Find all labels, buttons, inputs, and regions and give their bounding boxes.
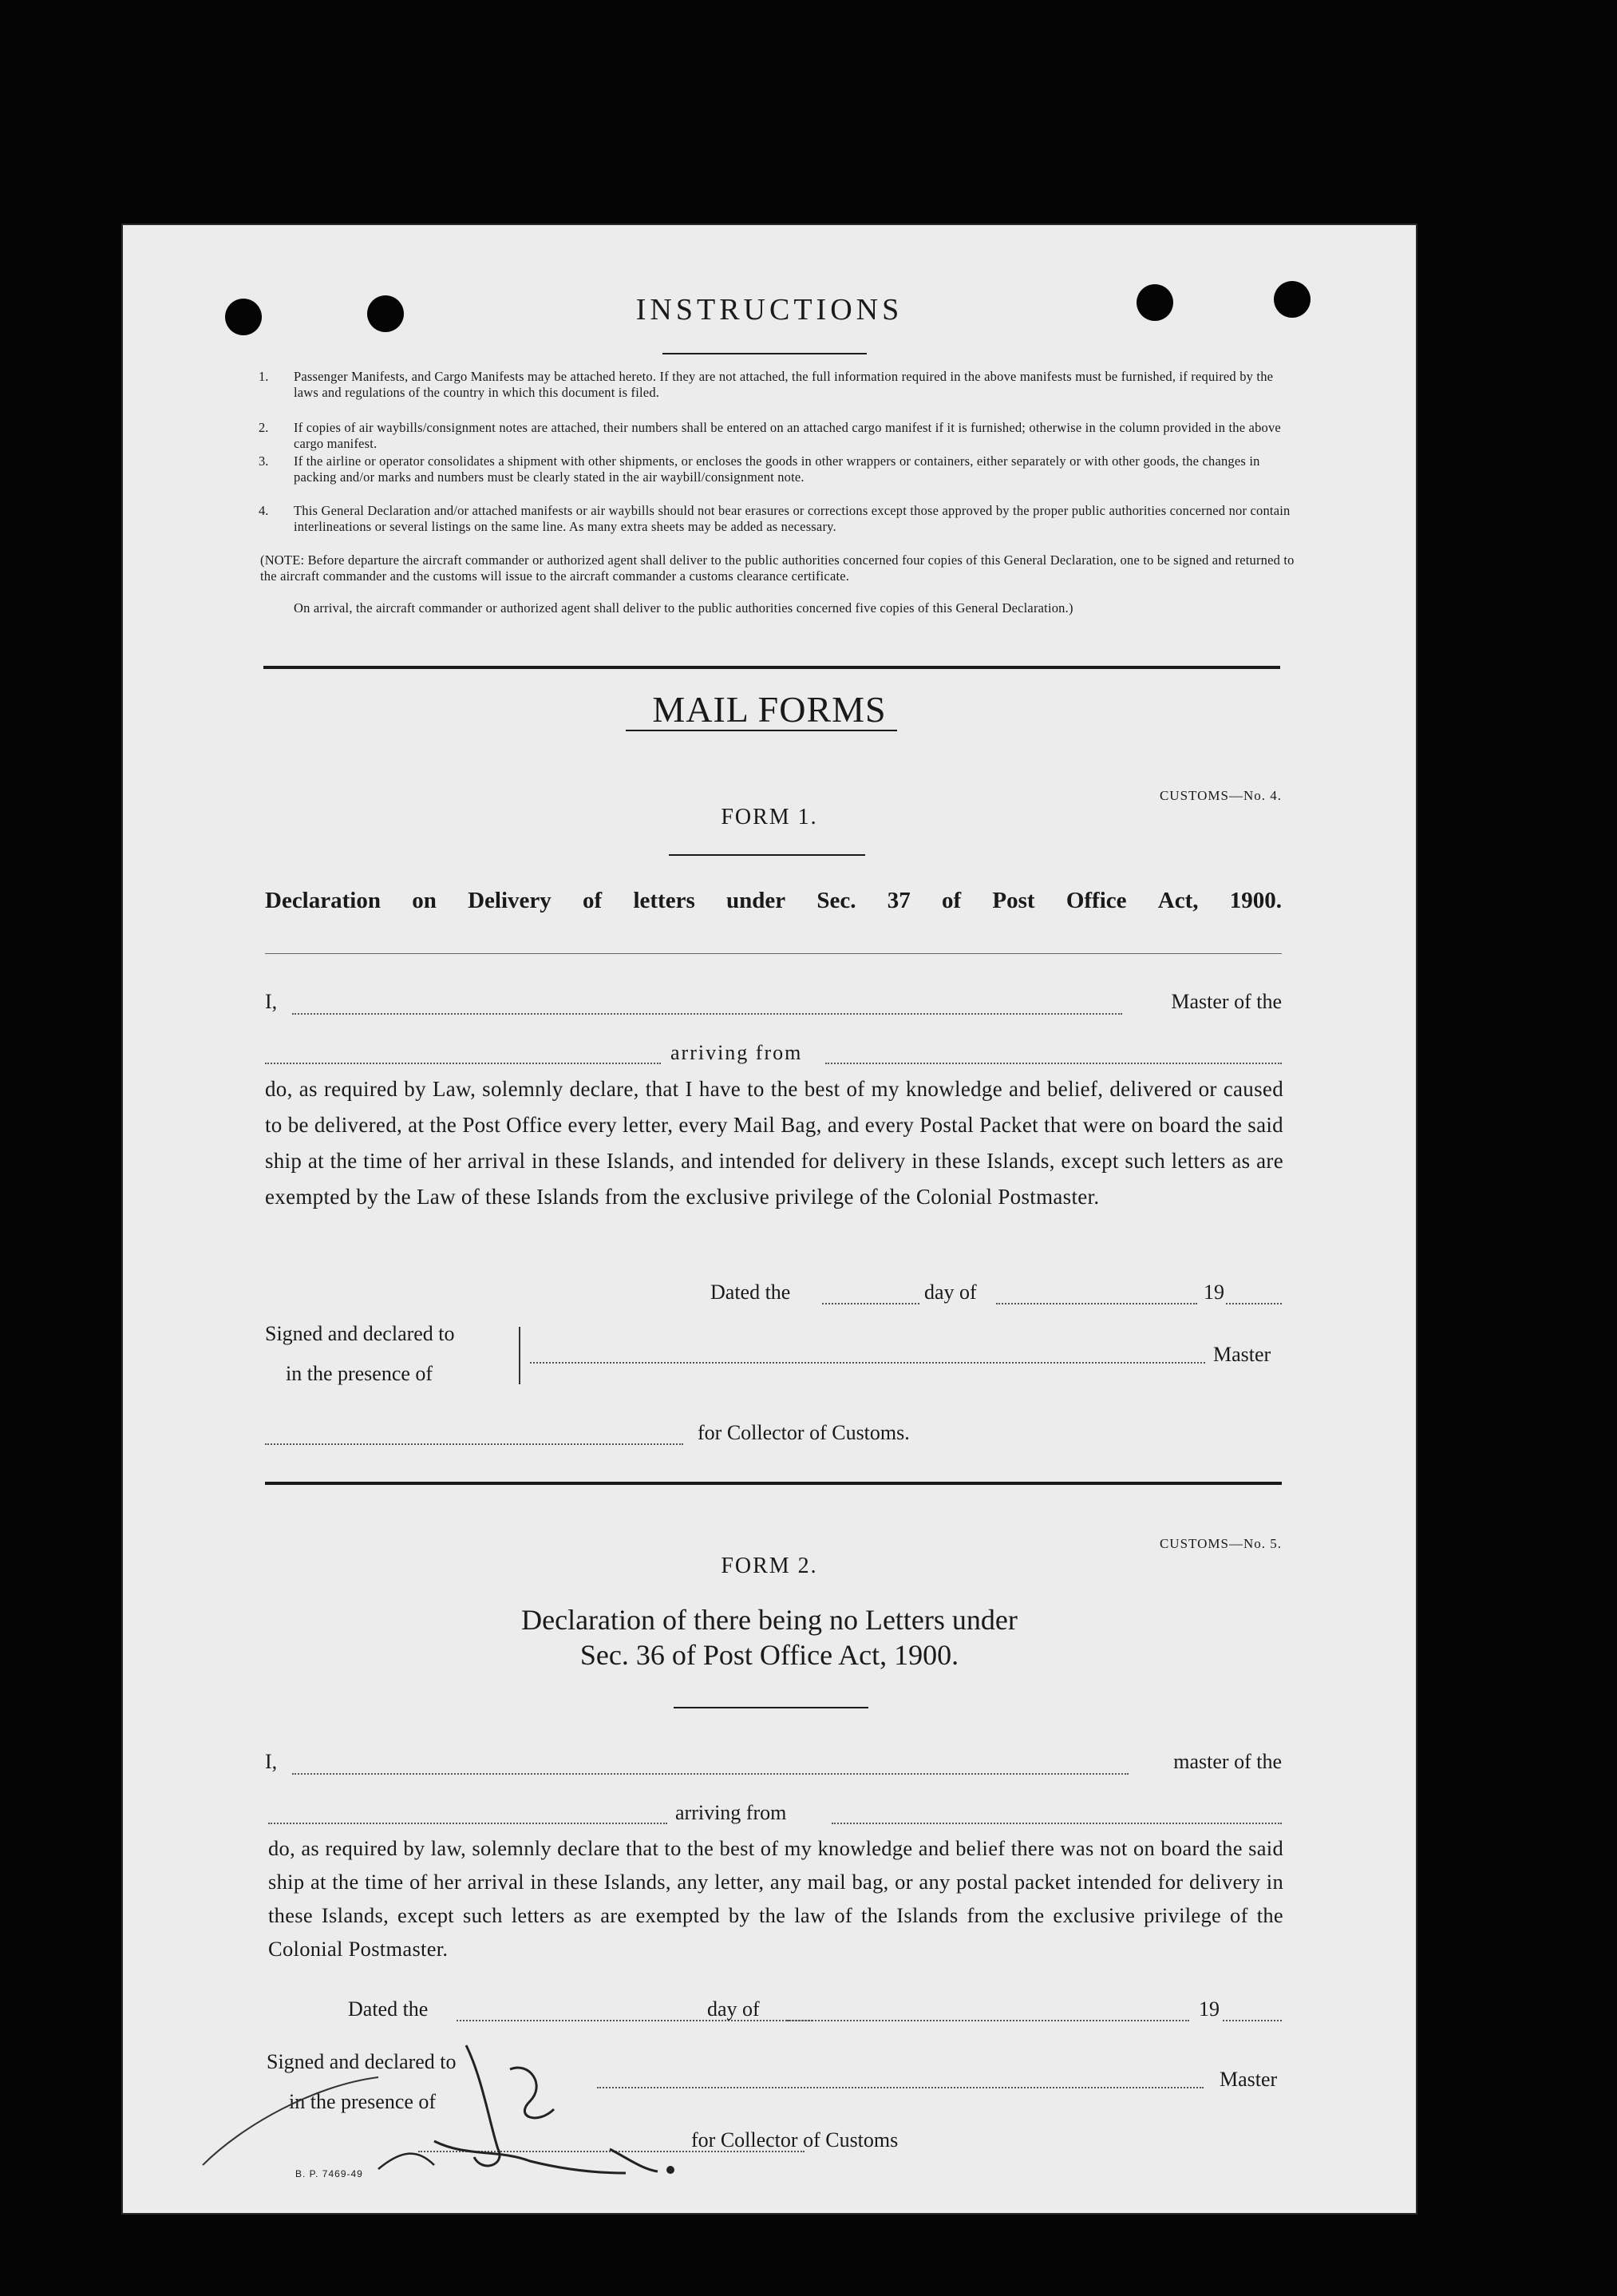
- master-signature-field[interactable]: [530, 1362, 1205, 1364]
- date-day-field[interactable]: [822, 1303, 919, 1304]
- instruction-text: Passenger Manifests, and Cargo Manifests may be attached hereto. If they are not attached, the full information required in the above manifests must be furnished, if required by the laws and regulations of the country in which this document is filed.: [294, 369, 1274, 400]
- title-word: under: [725, 888, 786, 913]
- master-name-field[interactable]: [292, 1773, 1129, 1775]
- title-word: letters: [633, 888, 695, 913]
- instruction-number: 4.: [259, 503, 269, 518]
- declarant-prefix: I,: [265, 1750, 278, 1773]
- instructions-title: INSTRUCTIONS: [635, 293, 903, 327]
- origin-port-field[interactable]: [825, 1063, 1282, 1064]
- form-title-line1: Declaration of there being no Letters under: [521, 1604, 1018, 1636]
- title-word: Sec.: [816, 888, 856, 913]
- year-prefix: 19: [1204, 1281, 1224, 1304]
- signed-declared-label: Signed and declared to: [265, 1322, 455, 1345]
- title-word: Delivery: [468, 888, 552, 913]
- signed-declared-label: Signed and declared to: [267, 2050, 457, 2073]
- year-prefix: 19: [1199, 1997, 1220, 2021]
- date-month-field[interactable]: [996, 1303, 1197, 1304]
- declaration-body: do, as required by Law, solemnly declare, that I have to the best of my knowledge and belief, delivered or caused to be delivered, at the Post Office every letter, every Mail Bag, and every Postal Packet that were on board the said ship at the time of her arrival in these Islands, and intended for delivery in these Islands, except such letters as are exempted by the Law of these Islands from the exclusive privilege of the Colonial Postmaster.: [265, 1077, 1283, 1209]
- title-word: Declaration: [265, 888, 381, 913]
- divider: [662, 353, 867, 354]
- form-title: [265, 888, 1282, 914]
- form-heading: FORM 2.: [721, 1554, 818, 1578]
- master-of-label: master of the: [1173, 1750, 1282, 1773]
- declarant-prefix: I,: [265, 990, 278, 1013]
- day-of-label: day of: [924, 1281, 977, 1304]
- title-word: 37: [887, 888, 911, 913]
- instruction-text: This General Declaration and/or attached manifests or air waybills should not bear erasures or corrections except those approved by the proper public authorities concerned nor contain interlineations or several listings on the same line. As many extra sheets may be added as necessary.: [294, 503, 1291, 534]
- customs-ref: CUSTOMS—No. 5.: [1159, 1536, 1282, 1551]
- instruction-note: On arrival, the aircraft commander or authorized agent shall deliver to the public authorities concerned five copies of this General Declaration.): [294, 600, 1073, 616]
- form-heading: FORM 1.: [721, 805, 818, 829]
- master-label: Master: [1213, 1343, 1271, 1366]
- ship-name-field[interactable]: [265, 1063, 661, 1064]
- arriving-from-label: arriving from: [670, 1041, 803, 1064]
- title-word: of: [583, 888, 603, 913]
- presence-of-label: in the presence of: [286, 1362, 433, 1385]
- instruction-text: If the airline or operator consolidates a shipment with other shipments, or encloses the goods in other wrappers or containers, either separately or with other goods, the changes in packing and/or marks and numbers must be clearly stated in the air waybill/consignment note.: [294, 453, 1260, 485]
- title-word: Act,: [1157, 888, 1199, 913]
- title-word: Post: [992, 888, 1035, 913]
- thick-divider: [263, 666, 1280, 669]
- instruction-note: (NOTE: Before departure the aircraft commander or authorized agent shall deliver to the public authorities concerned four copies of this General Declaration, one to be signed and returned to the aircraft commander and the customs will issue to the aircraft commander a customs clearance certificate.: [260, 552, 1295, 584]
- master-name-field[interactable]: [292, 1013, 1122, 1015]
- handwritten-signature: [195, 2029, 769, 2189]
- thick-divider: [265, 1482, 1282, 1485]
- divider: [265, 953, 1282, 954]
- presence-of-label: in the presence of: [289, 2090, 437, 2113]
- date-year-field[interactable]: [1223, 2020, 1282, 2021]
- form-title-line2: Sec. 36 of Post Office Act, 1900.: [579, 1639, 959, 1671]
- mail-forms-title: MAIL FORMS: [652, 689, 887, 730]
- instruction-text: If copies of air waybills/consignment notes are attached, their numbers shall be entered on an attached cargo manifest if it is furnished; otherwise in the column provided in the above cargo manifest.: [294, 420, 1281, 451]
- instruction-number: 3.: [259, 453, 269, 469]
- title-word: of: [942, 888, 962, 913]
- ship-name-field[interactable]: [268, 1823, 667, 1824]
- collector-label: for Collector of Customs.: [698, 1421, 910, 1444]
- brace: [519, 1327, 520, 1384]
- date-year-field[interactable]: [1226, 1303, 1282, 1304]
- title-word: 1900.: [1229, 888, 1282, 913]
- day-of-label: day of: [707, 1997, 760, 2021]
- customs-ref: CUSTOMS—No. 4.: [1159, 788, 1282, 803]
- dated-the-label: Dated the: [710, 1281, 791, 1304]
- declaration-body: do, as required by law, solemnly declare that to the best of my knowledge and belief there was not on board the said ship at the time of her arrival in these Islands, any letter, any mail bag, or any postal packet intended for delivery in these Islands, except such letters as are exempted by the law of the Islands from the exclusive privilege of the Colonial Postmaster.: [268, 1836, 1283, 1961]
- master-of-label: Master of the: [1171, 990, 1282, 1013]
- title-word: on: [412, 888, 437, 913]
- arriving-from-label: arriving from: [675, 1801, 787, 1824]
- title-word: Office: [1065, 888, 1127, 913]
- master-label: Master: [1220, 2068, 1278, 2091]
- collector-label: for Collector of Customs: [691, 2128, 899, 2152]
- origin-port-field[interactable]: [832, 1823, 1282, 1824]
- date-month-field[interactable]: [787, 2020, 1189, 2021]
- print-code: B. P. 7469-49: [295, 2168, 363, 2179]
- title-underline: [626, 730, 897, 731]
- document-page: [123, 225, 1416, 2213]
- instruction-number: 1.: [259, 369, 269, 384]
- divider: [669, 854, 865, 856]
- collector-signature-field[interactable]: [265, 1443, 683, 1445]
- divider: [674, 1707, 868, 1708]
- dated-the-label: Dated the: [348, 1997, 429, 2021]
- instruction-number: 2.: [259, 420, 269, 435]
